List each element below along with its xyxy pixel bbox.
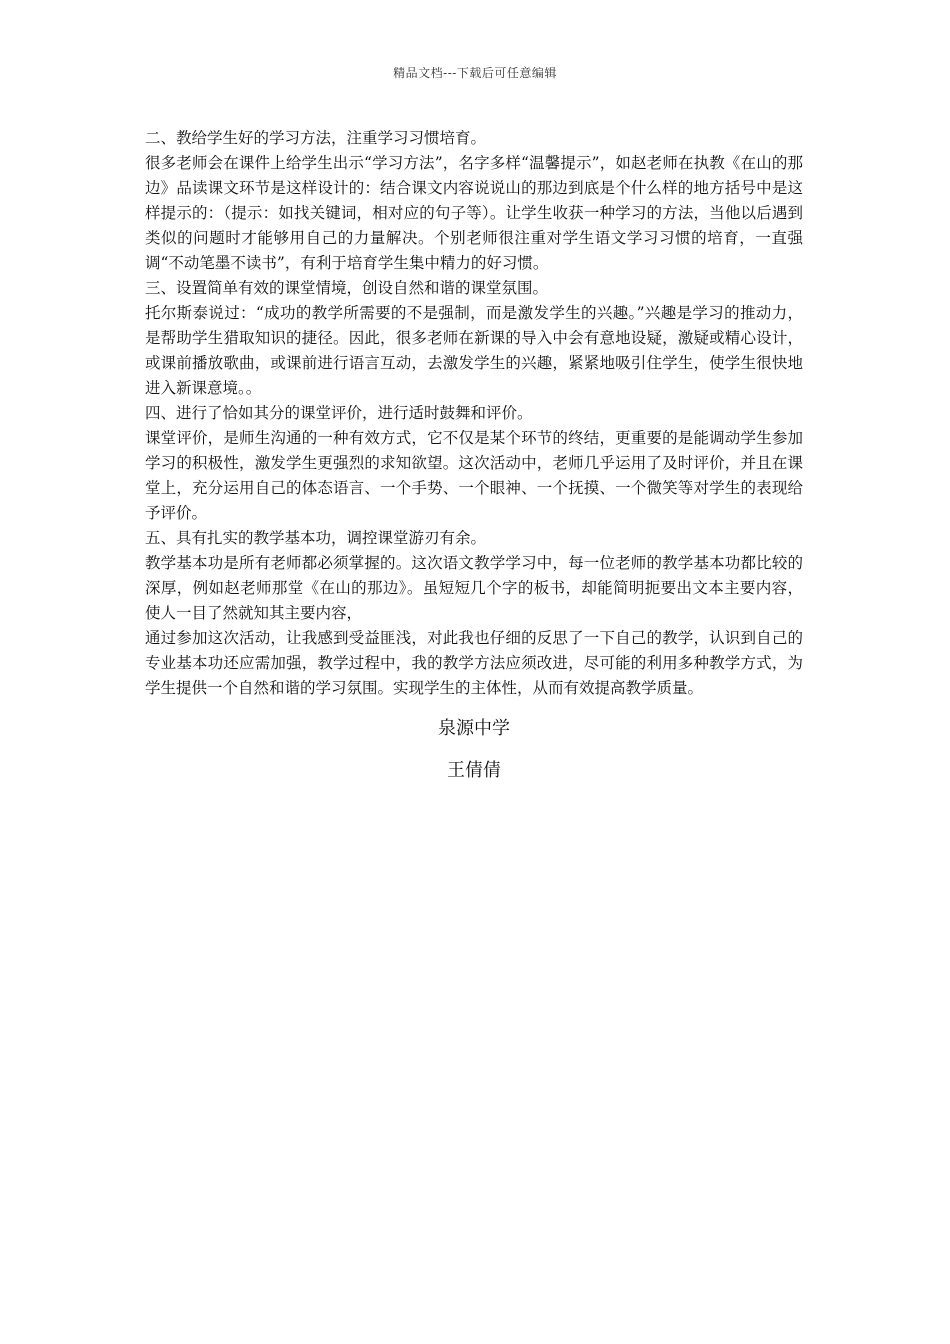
section-body-4: 课堂评价，是师生沟通的一种有效方式，它不仅是某个环节的终结，更重要的是能调动学生参加学习的积极性，激发学生更强烈的求知欲望。这次活动中，老师几乎运用了及时评价，并且在课堂上，充分运用自己的体态语言、一个手势、一个眼神、一个抚摸、一个微笑等对学生的表现给予评价。: [145, 429, 803, 522]
section-heading-2: 二、教给学生好的学习方法，注重学习习惯培育。: [145, 129, 487, 147]
conclusion-paragraph: 通过参加这次活动，让我感到受益匪浅，对此我也仔细的反思了一下自己的教学，认识到自己的专业基本功还应需加强，教学过程中，我的教学方法应须改进，尽可能的利用多种教学方式，为学生提供一个自然和谐的学习氛围。实现学生的主体性，从而有效提高教学质量。: [145, 629, 803, 697]
section-body-2: 很多老师会在课件上给学生出示“学习方法”，名字多样“温馨提示”，如赵老师在执教《在山的那边》品读课文环节是这样设计的：结合课文内容说说山的那边到底是个什么样的地方括号中是这样提示的：（提示：如找关键词，相对应的句子等）。让学生收获一种学习的方法，当他以后遇到类似的问题时才能够用自己的力量解决。个别老师很注重对学生语文学习习惯的培育，一直强调“不动笔墨不读书”，有利于培育学生集中精力的好习惯。: [145, 154, 803, 272]
section-heading-3: 三、设置简单有效的课堂情境，创设自然和谐的课堂氛围。: [145, 279, 549, 297]
signature-name: 王倩倩: [447, 760, 501, 781]
document-body: [145, 126, 803, 785]
section-heading-5: 五、具有扎实的教学基本功，调控课堂游刃有余。: [145, 529, 487, 547]
section-body-3: 托尔斯泰说过：“成功的教学所需要的不是强制，而是激发学生的兴趣。”兴趣是学习的推动力，是帮助学生猎取知识的捷径。因此，很多老师在新课的导入中会有意地设疑，激疑或精心设计，或课前播放歌曲，或课前进行语言互动，去激发学生的兴趣，紧紧地吸引住学生，使学生很快地进入新课意境。。: [145, 304, 803, 397]
page-header: 精品文档---下载后可任意编辑: [393, 66, 557, 80]
section-heading-4: 四、进行了恰如其分的课堂评价，进行适时鼓舞和评价。: [145, 404, 533, 422]
section-body-5: 教学基本功是所有老师都必须掌握的。这次语文教学学习中，每一位老师的教学基本功都比较的深厚，例如赵老师那堂《在山的那边》。虽短短几个字的板书，却能简明扼要出文本主要内容，使人一目了然就知其主要内容，: [145, 554, 803, 622]
signature-school: 泉源中学: [438, 718, 510, 739]
